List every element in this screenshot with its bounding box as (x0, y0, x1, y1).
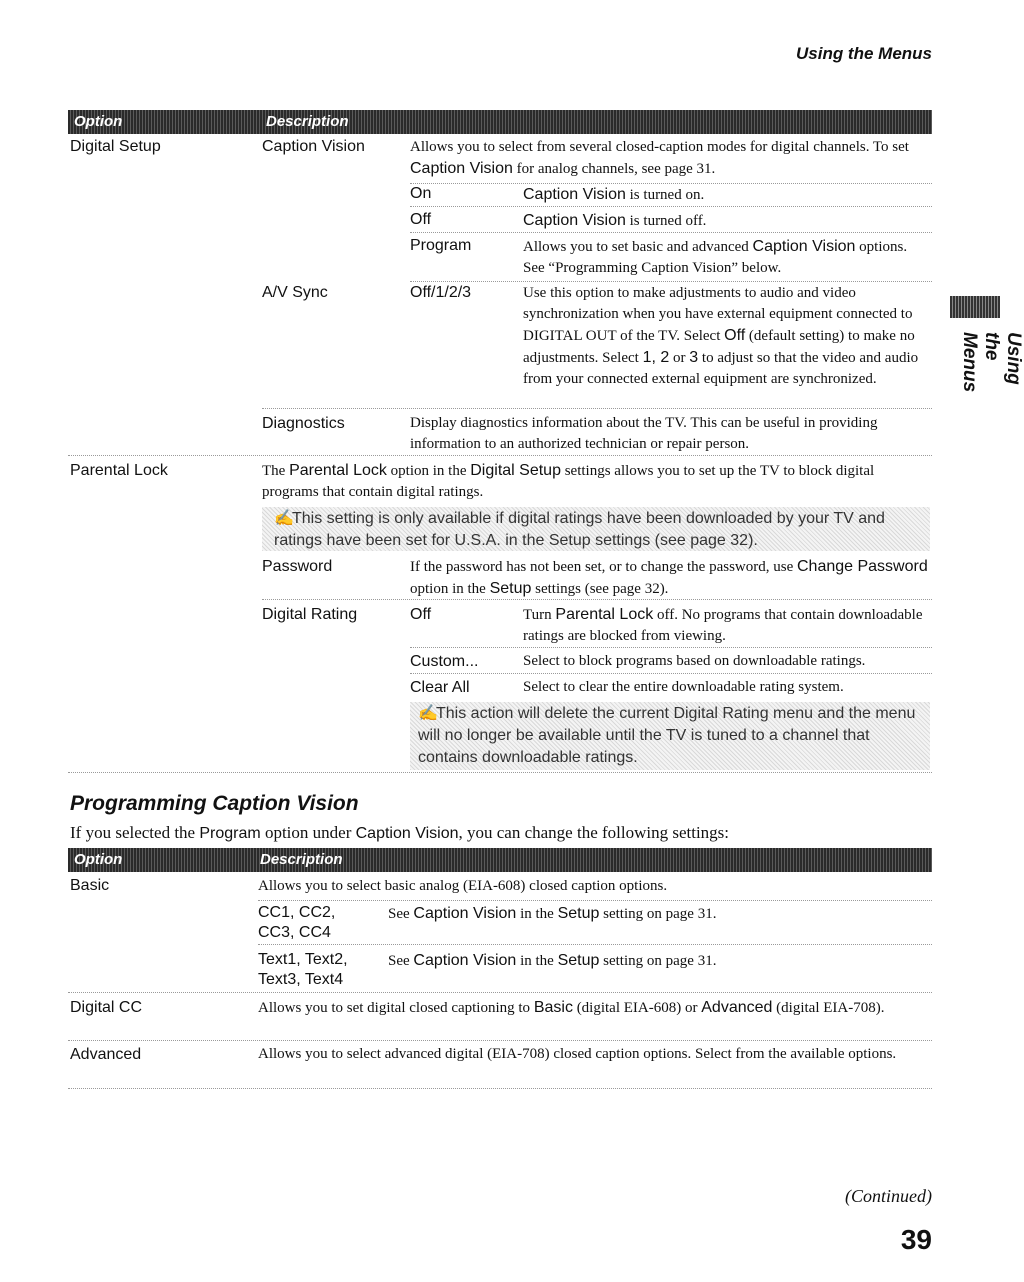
option-basic: Basic (70, 877, 110, 894)
divider-basic (68, 992, 932, 993)
caption-vision-desc: Allows you to select from several closed-caption modes for digital channels. To set Caption Vision for analog channels, see page 31. (410, 137, 932, 184)
divider-table1-end (68, 772, 932, 773)
rating-option-custom: Custom... Select to block programs based on downloadable ratings. (410, 650, 932, 674)
digital-cc-desc: Allows you to set digital closed captioning to Basic (digital EIA-608) or Advanced (digital EIA-708). (258, 999, 885, 1016)
divider-digital-cc (68, 1040, 932, 1041)
option-digital-setup: Digital Setup (70, 138, 161, 155)
rating-option-off: Off Turn Parental Lock off. No programs that contain downloadable ratings are blocked from viewing. (410, 603, 932, 648)
section-intro: If you selected the Program option under Caption Vision, you can change the following settings: (70, 823, 730, 842)
basic-sub-cc: CC1, CC2, CC3, CC4 See Caption Vision in the Setup setting on page 31. (258, 902, 932, 945)
note-digital-ratings: ✍This setting is only available if digital ratings have been downloaded by your TV and ratings have been set for U.S.A. in the Setup settings (see page 32). (262, 507, 930, 551)
cv-option-on: On Caption Vision is turned on. (410, 183, 932, 207)
option-parental-lock: Parental Lock (70, 462, 168, 479)
table1-header-option: Option (74, 113, 123, 130)
basic-sub-text: Text1, Text2, Text3, Text4 See Caption Vision in the Setup setting on page 31. (258, 951, 717, 988)
diagnostics-desc: Display diagnostics information about the TV. This can be useful in providing information to an authorized technician or repair person. (410, 415, 878, 452)
advanced-desc: Allows you to select advanced digital (EIA-708) closed caption options. Select from the available options. (258, 1046, 897, 1062)
note-icon: ✍ (274, 510, 294, 527)
parental-lock-intro: The Parental Lock option in the Digital Setup settings allows you to set up the TV to block digital programs that contain digital ratings. (262, 462, 875, 500)
cv-option-program: Program Allows you to set basic and advanced Caption Vision options. See “Programming Caption Vision” below. (410, 235, 932, 282)
page-header-title: Using the Menus (795, 44, 932, 63)
option-advanced: Advanced (70, 1046, 142, 1063)
page-number: 39 (900, 1224, 932, 1255)
divider-table2-end (68, 1088, 932, 1089)
av-sync-row: A/V Sync Off/1/2/3 Use this option to make adjustments to audio and video synchronization when you have external equipment connected to DIGITAL OUT of the TV. Select Off (default setting) to make no adjustments. Select 1, 2 or 3 to adjust so that the video and audio from your connected external equipment are synchronized. (262, 283, 932, 409)
table1-header (68, 110, 932, 134)
sub-diagnostics: Diagnostics (262, 415, 345, 432)
section-title: Programming Caption Vision (70, 792, 359, 815)
continued-label: (Continued) (845, 1186, 932, 1206)
password-row: Password If the password has not been set, or to change the password, use Change Password option in the Setup settings (see page 32). (262, 555, 932, 600)
sub-digital-rating: Digital Rating (262, 606, 358, 623)
note-clear-all: ✍This action will delete the current Digital Rating menu and the menu will no longer be available until the TV is tuned to a channel that contains downloadable ratings. (410, 702, 930, 770)
rating-option-clear-all: Clear All Select to clear the entire downloadable rating system. (410, 679, 844, 696)
table1-header-description: Description (266, 113, 349, 130)
side-tab-stripe (950, 296, 1000, 318)
divider-digital-setup (68, 455, 932, 456)
table2-header (68, 848, 932, 872)
sub-caption-vision: Caption Vision (262, 138, 365, 155)
side-tab (950, 296, 1024, 393)
side-tab-label: Using the Menus (959, 332, 1024, 393)
cv-option-off: Off Caption Vision is turned off. (410, 209, 932, 233)
note-icon: ✍ (418, 705, 438, 722)
option-digital-cc: Digital CC (70, 999, 143, 1016)
basic-desc: Allows you to select basic analog (EIA-608) closed caption options. (258, 876, 932, 901)
table2-header-option: Option (74, 851, 123, 868)
table2-header-description: Description (260, 851, 343, 868)
